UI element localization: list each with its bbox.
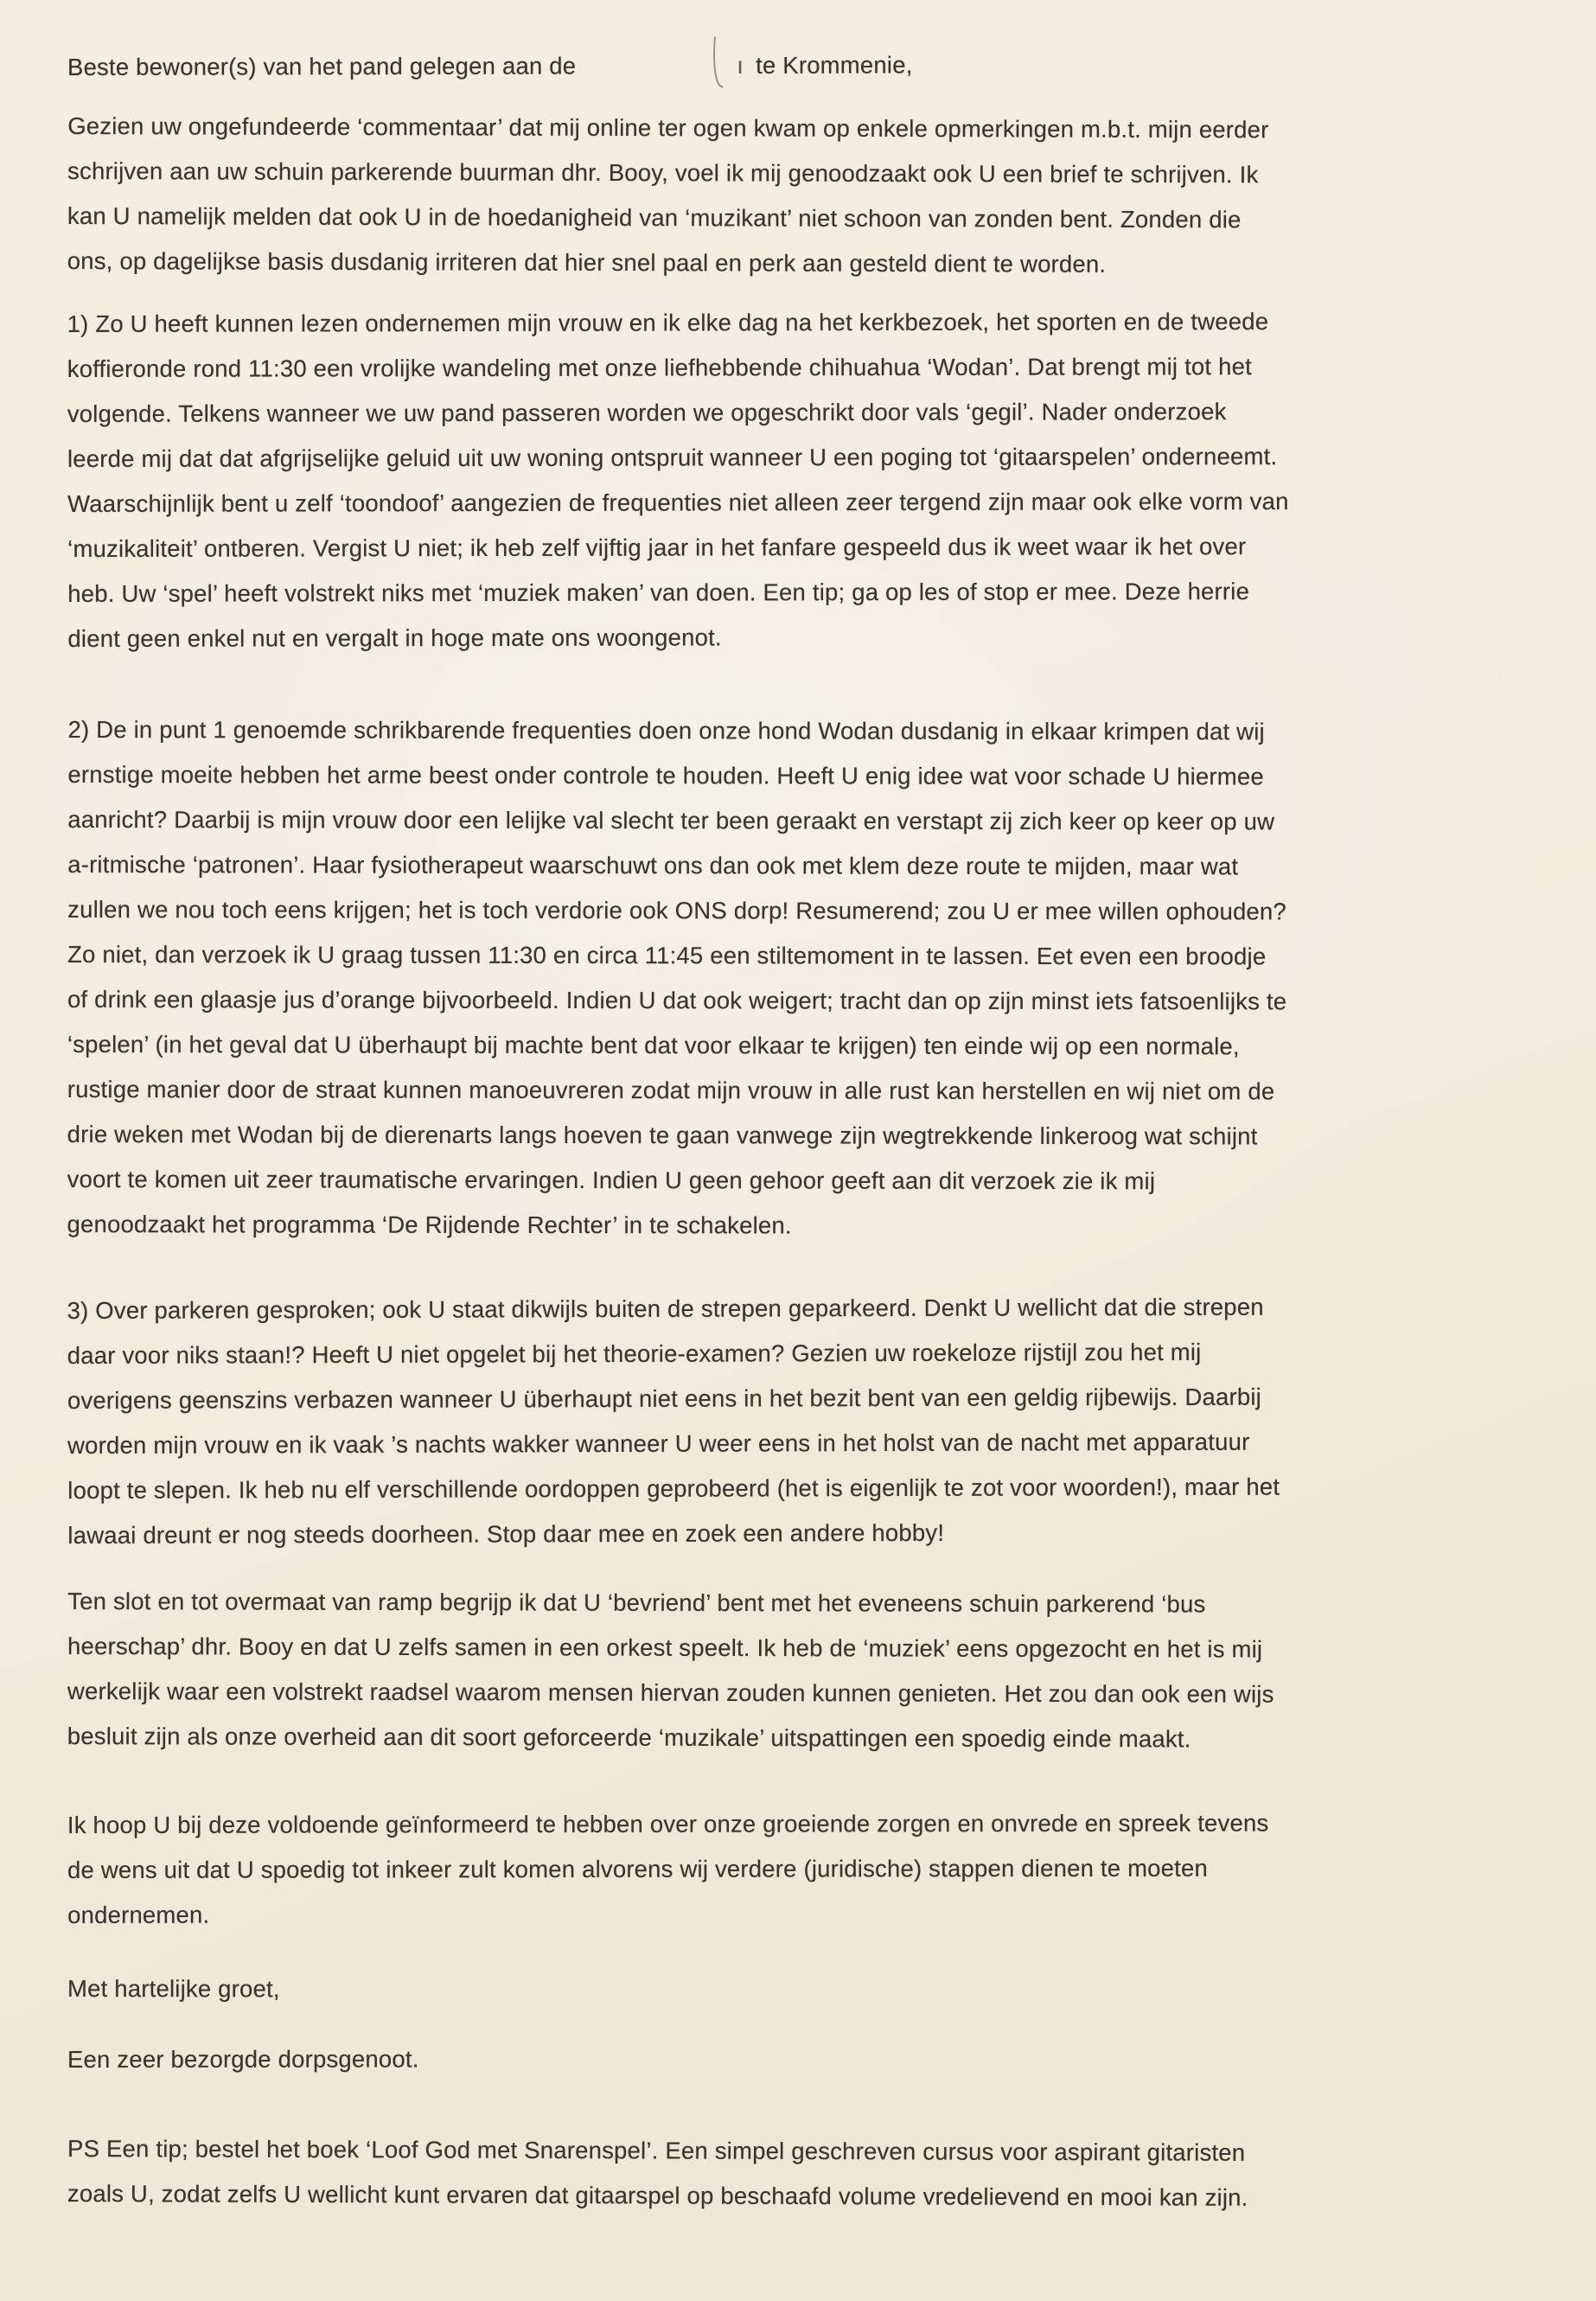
signature-line: Een zeer bezorgde dorpsgenoot. — [67, 2045, 419, 2073]
paragraph-point-3: 3) Over parkeren gesproken; ook U staat dikwijls buiten de strepen geparkeerd. Denkt U wellicht dat die strepen daar voor niks staan!? Heeft U niet opgelet bij het theorie-examen? Gezien uw roekeloze rijstijl zou het mij overigens geenszins verbazen wanneer U überhaupt niet eens in het bezit bent van een geldig rijbewijs. Daarbij worden mijn vrouw en ik vaak ’s nachts wakker wanneer U weer eens in het holst van de nacht met apparatuur loopt te slepen. Ik heb nu elf verschillende oordoppen geprobeerd (het is eigenlijk te zot voor woorden!), maar het lawaai dreunt er nog steeds doorheen. Stop daar mee en zoek een andere hobby! — [67, 1293, 1280, 1549]
pen-stroke-mark — [705, 35, 728, 92]
paragraph-point-1: 1) Zo U heeft kunnen lezen ondernemen mijn vrouw en ik elke dag na het kerkbezoek, het sporten en de tweede koffieronde rond 11:30 een vrolijke wandeling met onze liefhebbende chihuahua ‘Wodan’. Dat brengt mij tot het volgende. Telkens wanneer we uw pand passeren worden we opgeschrikt door vals ‘gegil’. Nader onderzoek leerde mij dat dat afgrijselijke geluid uit uw woning ontspruit wanneer U een poging tot ‘gitaarspelen’ onderneemt. Waarschijnlijk bent u zelf ‘toondoof’ aangezien de frequenties niet alleen zeer tergend zijn maar ook elke vorm van ‘muzikaliteit’ ontberen. Vergist U niet; ik heb zelf vijftig jaar in het fanfare gespeeld dus ik weet waar ik het over heb. Uw ‘spel’ heeft volstrekt niks met ‘muziek maken’ van doen. Een tip; ga op les of stop er mee. Deze herrie dient geen enkel nut en vergalt in hoge mate ons woongenot. — [67, 308, 1289, 652]
greeting-suffix: te Krommenie, — [756, 51, 913, 79]
paragraph-hope: Ik hoop U bij deze voldoende geïnformeerd te hebben over onze groeiende zorgen en onvrede en spreek tevens de wens uit dat U spoedig tot inkeer zult komen alvorens wij verdere (juridische) stappen dienen te moeten ondernemen. — [67, 1809, 1269, 1928]
greeting-line — [67, 42, 1290, 90]
postscript-paragraph: PS Een tip; bestel het boek ‘Loof God met Snarenspel’. Een simpel geschreven cursus voor aspirant gitaristen zoals U, zodat zelfs U wellicht kunt ervaren dat gitaarspel op beschaafd volume vredelievend en mooi kan zijn. — [67, 2135, 1248, 2211]
paragraph-final-complaint: Ten slot en tot overmaat van ramp begrijp ik dat U ‘bevriend’ bent met het eveneens schuin parkerend ‘bus heerschap’ dhr. Booy en dat U zelfs samen in een orkest speelt. Ik heb de ‘muziek’ eens opgezocht en het is mij werkelijk waar een volstrekt raadsel waarom mensen hiervan zouden kunnen genieten. Het zou dan ook een wijs besluit zijn als onze overheid aan dit soort geforceerde ‘muzikale’ uitspattingen een spoedig einde maakt. — [67, 1588, 1274, 1753]
paragraph-intro: Gezien uw ongefundeerde ‘commentaar’ dat mij online ter ogen kwam op enkele opmerkingen m.b.t. mijn eerder schrijven aan uw schuin parkerende buurman dhr. Booy, voel ik mij genoodzaakt ook U een brief te schrijven. Ik kan U namelijk melden dat ook U in de hoedanigheid van ‘muzikant’ niet schoon van zonden bent. Zonden die ons, op dagelijkse basis dusdanig irriteren dat hier snel paal en perk aan gesteld dient te worden. — [67, 112, 1269, 278]
paragraph-point-2: 2) De in punt 1 genoemde schrikbarende frequenties doen onze hond Wodan dusdanig in elkaar krimpen dat wij ernstige moeite hebben het arme beest onder controle te houden. Heeft U enig idee wat voor schade U hiermee aanricht? Daarbij is mijn vrouw door een lelijke val slecht ter been geraakt en verstapt zij zich keer op keer op uw a-ritmische ‘patronen’. Haar fysiotherapeut waarschuwt ons dan ook met klem deze route te mijden, maar wat zullen we nou toch eens krijgen; het is toch verdorie ook ONS dorp! Resumerend; zou U er mee willen ophouden? Zo niet, dan verzoek ik U graag tussen 11:30 en circa 11:45 een stiltemoment in te lassen. Eet even een broodje of drink een glaasje jus d’orange bijvoorbeeld. Indien U dat ook weigert; tracht dan op zijn minst iets fatsoenlijks te ‘spelen’ (in het geval dat U überhaupt bij machte bent dat voor elkaar te krijgen) ten einde wij op een normale, rustige manier door de straat kunnen manoeuvreren zodat mijn vrouw in alle rust kan herstellen en wij niet om de drie weken met Wodan bij de dierenarts langs hoeven te gaan vanwege zijn wegtrekkende linkeroog wat schijnt voort te komen uit zeer traumatische ervaringen. Indien U geen gehoor geeft aan dit verzoek zie ik mij genoodzaakt het programma ‘De Rijdende Rechter’ in te schakelen. — [67, 716, 1287, 1239]
letter-body — [67, 45, 1290, 2216]
greeting-prefix: Beste bewoner(s) van het pand gelegen aan de — [67, 52, 577, 80]
redaction-remnant-mark: ı — [737, 51, 744, 79]
salutation-line: Met hartelijke groet, — [67, 1975, 280, 2003]
redacted-street-name-gap — [576, 73, 737, 74]
